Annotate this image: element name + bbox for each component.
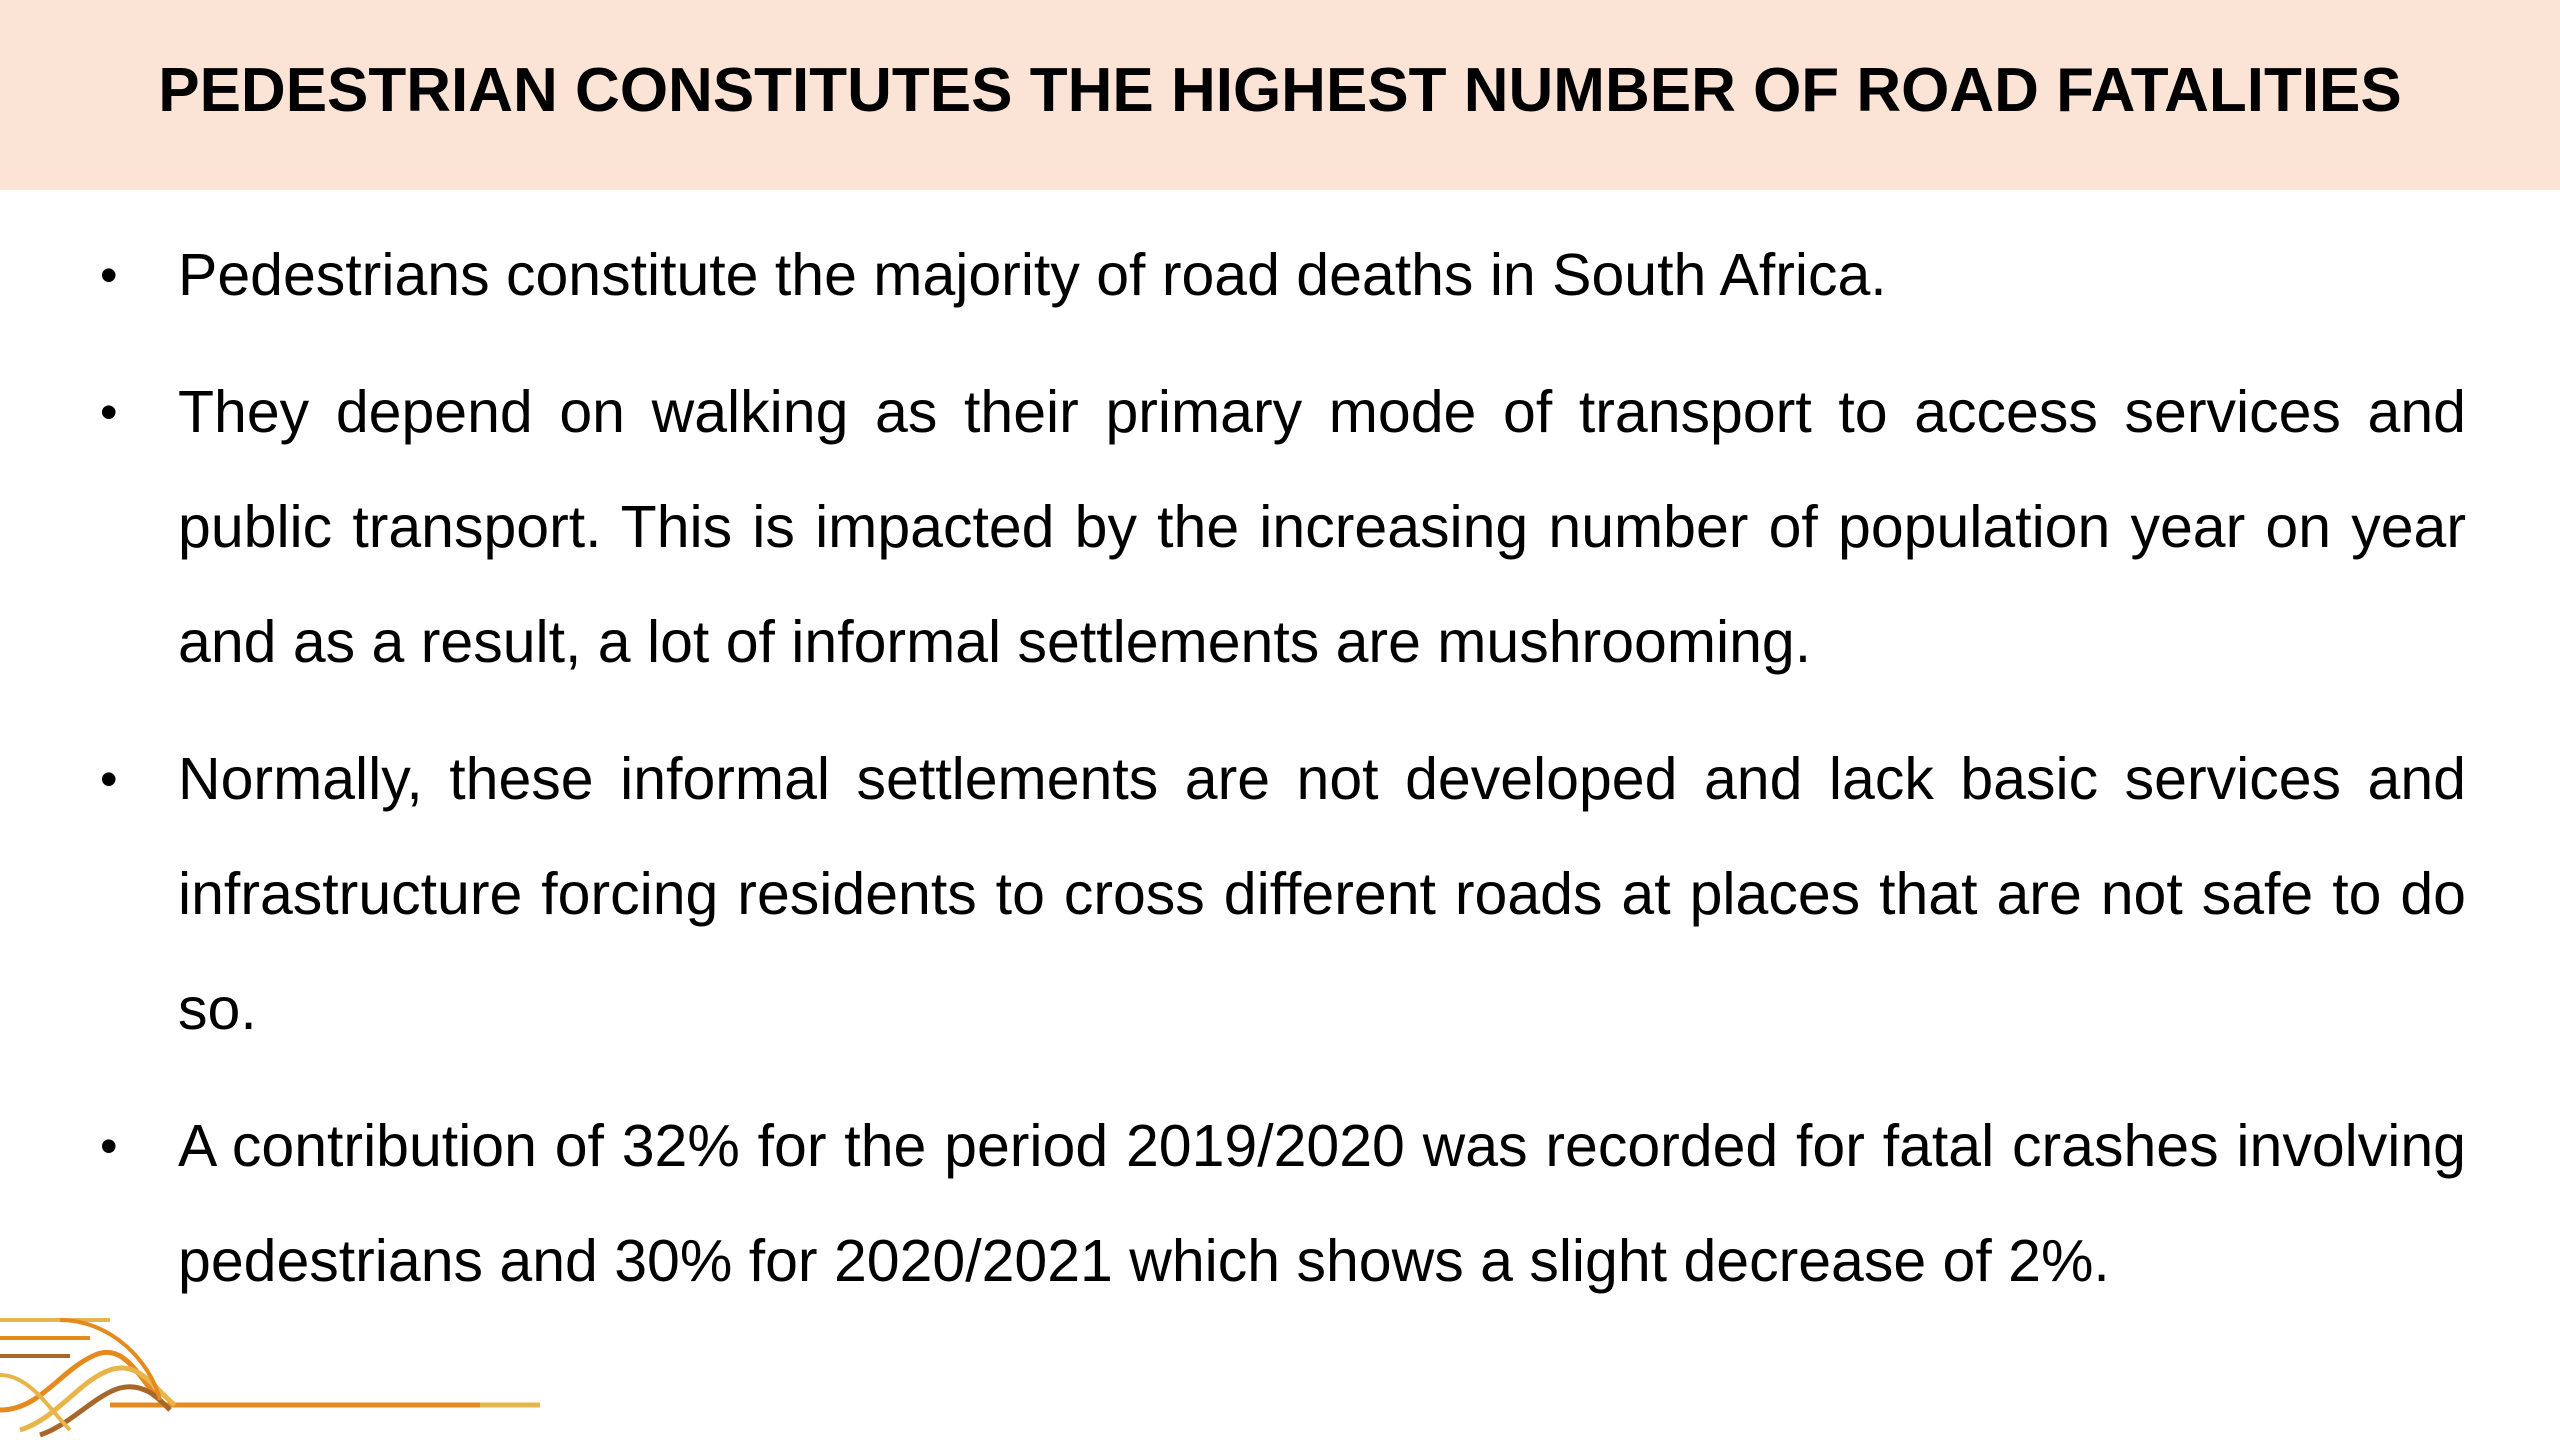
slide-title: PEDESTRIAN CONSTITUTES THE HIGHEST NUMBER OF ROAD FATALITIES bbox=[158, 55, 2402, 125]
bullet-icon: • bbox=[100, 384, 118, 440]
bullet-icon: • bbox=[100, 751, 118, 807]
bullet-list bbox=[100, 218, 2466, 1341]
bullet-text: Normally, these informal settlements are not developed and lack basic services and infrastructure forcing residents to cross different roads at places that are not safe to do so. bbox=[178, 746, 2466, 1042]
road-lines-logo-icon bbox=[0, 1300, 540, 1440]
bullet-item bbox=[100, 218, 2466, 333]
bullet-item bbox=[100, 722, 2466, 1067]
title-band bbox=[0, 0, 2560, 190]
bullet-text: Pedestrians constitute the majority of road deaths in South Africa. bbox=[178, 242, 1887, 308]
bullet-item bbox=[100, 1089, 2466, 1319]
bullet-icon: • bbox=[100, 247, 118, 303]
bullet-icon: • bbox=[100, 1118, 118, 1174]
bullet-text: They depend on walking as their primary mode of transport to access services and public transport. This is impacted by the increasing number of population year on year and as a result, a lot of informal settlements are mushrooming. bbox=[178, 379, 2466, 675]
bullet-text: A contribution of 32% for the period 2019/2020 was recorded for fatal crashes involving pedestrians and 30% for 2020/2021 which shows a slight decrease of 2%. bbox=[178, 1113, 2466, 1294]
bullet-item bbox=[100, 355, 2466, 700]
